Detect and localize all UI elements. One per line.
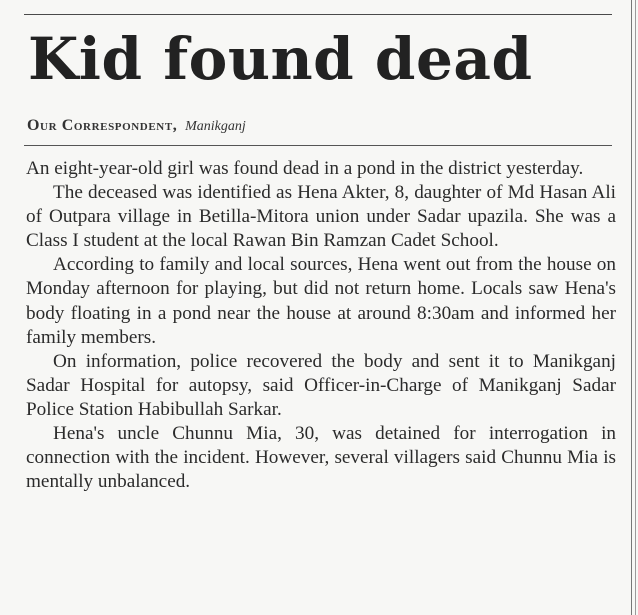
paragraph: According to family and local sources, Hena went out from the house on Monday afternoon for playing, but did not return home. Locals saw Hena's body floating in a pond near the house at around 8:30am and informed her family members. xyxy=(26,254,616,348)
column-rule-right xyxy=(631,0,632,615)
byline-rule xyxy=(24,145,612,146)
byline-author: Our Correspondent, xyxy=(27,117,178,134)
top-rule xyxy=(24,14,612,15)
paragraph: An eight-year-old girl was found dead in a pond in the district yesterday. xyxy=(26,158,584,179)
column-rule-right-outer xyxy=(635,0,636,615)
paragraph: On information, police recovered the body and sent it to Manikganj Sadar Hospital for autopsy, said Officer-in-Charge of Manikganj Sadar Police Station Habibullah Sarkar. xyxy=(26,350,616,420)
paragraph: The deceased was identified as Hena Akter, 8, daughter of Md Hasan Ali of Outpara village in Betilla-Mitora union under Sadar upazila. She was a Class I student at the local Rawan Bin Ramzan Cadet School. xyxy=(26,182,616,252)
article-body xyxy=(26,157,616,494)
headline: Kid found dead xyxy=(28,25,533,93)
byline xyxy=(27,116,246,137)
byline-location: Manikganj xyxy=(185,119,246,134)
paragraph: Hena's uncle Chunnu Mia, 30, was detained for interrogation in connection with the incident. However, several villagers said Chunnu Mia is mentally unbalanced. xyxy=(26,423,616,493)
